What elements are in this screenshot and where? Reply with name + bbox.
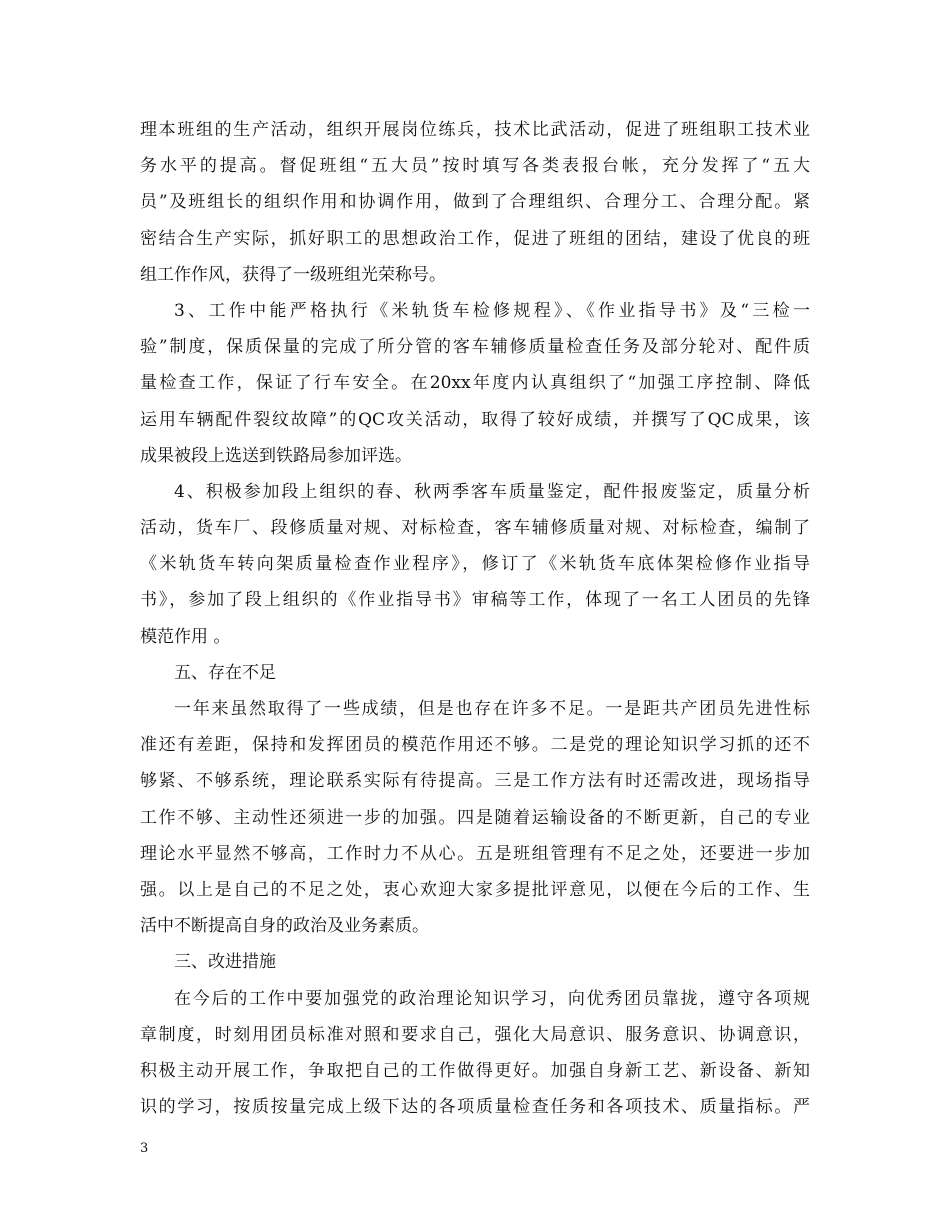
text-line: 4、积极参加段上组织的春、秋两季客车质量鉴定，配件报废鉴定，质量分析 — [174, 481, 810, 502]
text-line: 三、改进措施 — [174, 952, 276, 973]
text-line: 密结合生产实际，抓好职工的思想政治工作，促进了班组的团结，建设了优良的班 — [140, 228, 810, 249]
text-line: 量检查工作，保证了行车安全。在20xx年度内认真组织了“加强工序控制、降低 — [140, 373, 810, 394]
text-line: 务水平的提高。督促班组“五大员”按时填写各类表报台帐，充分发挥了“五大 — [140, 156, 810, 177]
text-line: 《米轨货车转向架质量检查作业程序》，修订了《米轨货车底体架检修作业指导 — [140, 554, 810, 575]
text-line: 准还有差距，保持和发挥团员的模范作用还不够。二是党的理论知识学习抓的还不 — [140, 735, 810, 756]
text-line: 运用车辆配件裂纹故障”的QC攻关活动，取得了较好成绩，并撰写了QC成果，该 — [140, 409, 810, 430]
text-line: 强。以上是自己的不足之处，衷心欢迎大家多提批评意见，以便在今后的工作、生 — [140, 879, 810, 900]
text-line: 3、工作中能严格执行《米轨货车检修规程》、《作业指导书》及“三检一 — [174, 300, 810, 321]
page-number: 3 — [140, 1141, 149, 1156]
text-line: 书》，参加了段上组织的《作业指导书》审稿等工作，体现了一名工人团员的先锋 — [140, 590, 810, 611]
text-line: 成果被段上选送到铁路局参加评选。 — [140, 445, 412, 466]
text-line: 够紧、不够系统，理论联系实际有待提高。三是工作方法有时还需改进，现场指导 — [140, 771, 810, 792]
text-line: 活中不断提高自身的政治及业务素质。 — [140, 916, 429, 937]
text-line: 模范作用 。 — [140, 626, 231, 647]
document-body — [140, 112, 810, 1125]
text-line: 验”制度，保质保量的完成了所分管的客车辅修质量检查任务及部分轮对、配件质 — [140, 337, 810, 358]
text-line: 五、存在不足 — [174, 662, 276, 683]
text-line: 在今后的工作中要加强党的政治理论知识学习，向优秀团员靠拢，遵守各项规 — [174, 988, 810, 1009]
text-line: 章制度，时刻用团员标准对照和要求自己，强化大局意识、服务意识、协调意识， — [140, 1024, 810, 1045]
text-line: 员”及班组长的组织作用和协调作用，做到了合理组织、合理分工、合理分配。紧 — [140, 192, 810, 213]
text-line: 工作不够、主动性还须进一步的加强。四是随着运输设备的不断更新，自己的专业 — [140, 807, 810, 828]
text-line: 理论水平显然不够高，工作时力不从心。五是班组管理有不足之处，还要进一步加 — [140, 843, 810, 864]
text-line: 理本班组的生产活动，组织开展岗位练兵，技术比武活动，促进了班组职工技术业 — [140, 120, 810, 140]
text-line: 活动，货车厂、段修质量对规、对标检查，客车辅修质量对规、对标检查，编制了 — [140, 518, 810, 539]
text-line: 积极主动开展工作，争取把自己的工作做得更好。加强自身新工艺、新设备、新知 — [140, 1060, 810, 1081]
text-line: 识的学习，按质按量完成上级下达的各项质量检查任务和各项技术、质量指标。严 — [140, 1097, 810, 1118]
text-line: 一年来虽然取得了一些成绩，但是也存在许多不足。一是距共产团员先进性标 — [174, 699, 810, 719]
text-line: 组工作作风，获得了一级班组光荣称号。 — [140, 264, 446, 285]
